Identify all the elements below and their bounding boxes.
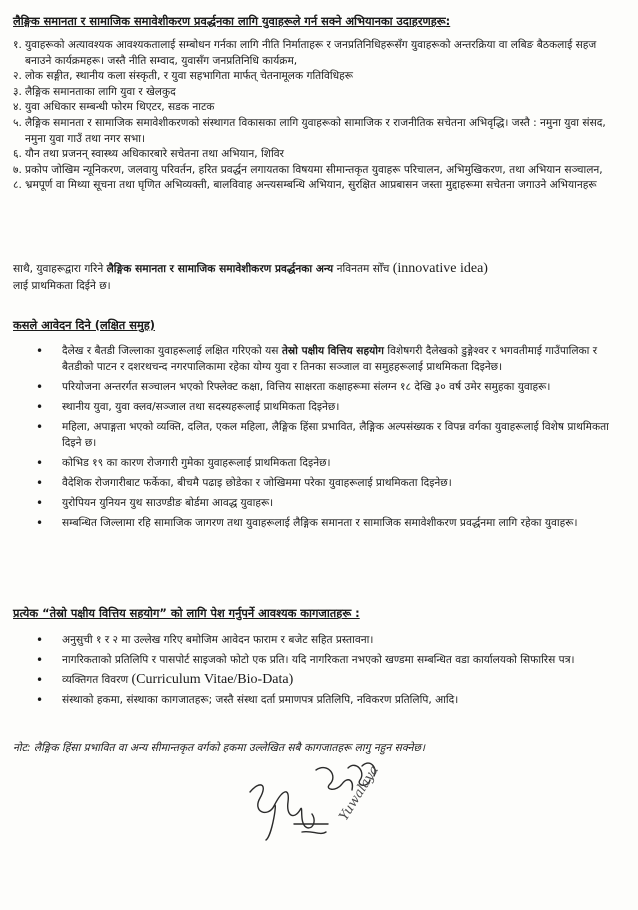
bullet-icon: • [36, 673, 44, 687]
list-item: • वैदेशिक रोजगारीबाट फर्केका, बीचमै पढाइ छोडेका र जोखिममा परेका युवाहरूलाई प्राथमिकता दिइनेछ। [36, 476, 452, 490]
section1-title: लैङ्गिक समानता र सामाजिक समावेशीकरण प्रवर्द्धनका लागि युवाहरूले गर्न सक्ने अभियानका उदाहरणहरू: [13, 14, 451, 28]
list-item: • अनुसुची १ र २ मा उल्लेख गरिए बमोजिम आवेदन फाराम र बजेट सहित प्रस्तावना। [36, 633, 374, 647]
list-item: • दैलेख र बैतडी जिल्लाका युवाहरूलाई लक्षित गरिएको यस तेस्रो पक्षीय वित्तिय सहयोग विशेषगरी दैलेखको डुङ्गेश्वर र भगवतीमाई गाउँपालिका र बैतडीको पाटन र दशरथचन्द नगरपालिकामा रहेका योग्य युवा र तिनका सञ्जाल वा समुहहरूलाई प्राथमिकता दिइनेछ। [36, 344, 598, 373]
list-item: ३. लैङ्गिक समानताका लागि युवा र खेलकुद [13, 85, 176, 98]
list-item: • कोभिड १९ का कारण रोजगारी गुमेका युवाहरूलाई प्राथमिकता दिइनेछ। [36, 456, 331, 470]
section1-closing: साथै, युवाहरूद्वारा गरिने लैङ्गिक समानता र सामाजिक समावेशीकरण प्रवर्द्धनका अन्य नविनतम सोँच (innovative idea) लाई प्राथमिकता दिईने छ। [13, 261, 488, 292]
list-item: • सम्बन्धित जिल्लामा रहि सामाजिक जागरण तथा युवाहरूलाई लैङ्गिक समानता र सामाजिक समावेशीकरण प्रवर्द्धनमा लागि रहेका युवाहरू। [36, 516, 578, 530]
list-item: ५. लैङ्गिक समानता र सामाजिक समावेशीकरणको संस्थागत विकासका लागि युवाहरूको सामाजिक र राजनीतिक सचेतना अभिवृद्धि। जस्तै : नमुना युवा संसद, नमुना युवा गाउँ तथा नगर सभा। [13, 116, 606, 145]
list-item: • युरोपियन युनियन युथ साउण्डीङ बोर्डमा आवद्ध युवाहरू। [36, 496, 274, 510]
list-item: २. लोक सङ्गीत, स्थानीय कला संस्कृती, र युवा सहभागिता मार्फत् चेतनामूलक गतिविधिहरू [13, 70, 353, 83]
bullet-icon: • [36, 476, 44, 490]
bullet-icon: • [36, 456, 44, 470]
signature-stamp-text: Yuwalaya [336, 763, 382, 824]
list-item: • व्यक्तिगत विवरण (Curriculum Vitae/Bio-Data) [36, 672, 294, 687]
list-item: ८. भ्रमपूर्ण वा मिथ्या सूचना तथा घृणित अभिव्यक्ती, बालविवाह अन्त्यसम्बन्धि अभियान, सुरक्षित आप्रबासन जस्ता मुद्दाहरूमा सचेतना जगाउने अभियानहरू [13, 179, 597, 192]
bullet-icon: • [36, 344, 44, 358]
list-item: • परियोजना अन्तरर्गत सञ्चालन भएको रिफ्लेक्ट कक्षा, वित्तिय साक्षरता कक्षाहरूमा संलग्न १८ देखि ३० वर्ष उमेर समुहका युवाहरू। [36, 380, 551, 394]
bullet-icon: • [36, 516, 44, 530]
bullet-icon: • [36, 400, 44, 414]
section3-title: प्रत्येक “तेस्रो पक्षीय वित्तिय सहयोग” को लागि पेश गर्नुपर्ने आवश्यक कागजातहरू : [13, 606, 360, 620]
bullet-icon: • [36, 380, 44, 394]
list-item: • संस्थाको हकमा, संस्थाका कागजातहरू; जस्तै संस्था दर्ता प्रमाणपत्र प्रतिलिपि, नविकरण प्रतिलिपि, आदि। [36, 693, 459, 707]
bullet-icon: • [36, 693, 44, 707]
list-item: • महिला, अपाङ्गता भएको व्यक्ति, दलित, एकल महिला, लैङ्गिक हिंसा प्रभावित, लैङ्गिक अल्पसंख्यक र विपन्न वर्गका युवाहरूलाई विशेष प्राथमिकता दिइने छ। [36, 420, 609, 449]
bullet-icon: • [36, 633, 44, 647]
list-item: ७. प्रकोप जोखिम न्यूनिकरण, जलवायु परिवर्तन, हरित प्रवर्द्धन लगायतका विषयमा सीमान्तकृत युवाहरू परिचालन, अभिमुखिकरण, तथा अभियान सञ्चालन, [13, 163, 603, 176]
signature-stroke-2 [294, 824, 328, 833]
signature-image [238, 740, 398, 850]
section2-title: कसले आवेदन दिने (लक्षित समुह) [13, 318, 156, 332]
bullet-icon: • [36, 496, 44, 510]
list-item: १. युवाहरूको अत्यावश्यक आवश्यकतालाई सम्बोधन गर्नका लागि नीति निर्माताहरू र जनप्रतिनिधिहरूसँग युवाहरूको अन्तरक्रिया वा लबिङ बैठकलाई सहज बनाउने कार्यक्रमहरू। जस्तै नीति सम्वाद, युवासँग जनप्रतिनिधि कार्यक्रम, [13, 39, 597, 67]
activity-list [13, 38, 625, 194]
list-item: ६. यौन तथा प्रजनन् स्वास्थ्य अधिकारबारे सचेतना तथा अभियान, शिविर [13, 148, 284, 161]
documents-list [36, 632, 624, 712]
list-item: • नागरिकताको प्रतिलिपि र पासपोर्ट साइजको फोटो एक प्रति। यदि नागरिकता नभएको खण्डमा सम्बन्धित वडा कार्यालयको सिफारिस पत्र। [36, 653, 575, 667]
list-item: • स्थानीय युवा, युवा क्लव/सञ्जाल तथा सदस्यहरूलाई प्राथमिकता दिइनेछ। [36, 400, 340, 414]
list-item: ४. युवा अधिकार सम्बन्धी फोरम थिएटर, सडक नाटक [13, 101, 215, 114]
target-group-list [36, 343, 624, 535]
note-text: नोट: लैङ्गिक हिंसा प्रभावित वा अन्य सीमान्तकृत वर्गको हकमा उल्लेखित सबै कागजातहरू लागु नहुन सक्नेछ। [13, 742, 425, 754]
bullet-icon: • [36, 653, 44, 667]
bullet-icon: • [36, 420, 44, 434]
